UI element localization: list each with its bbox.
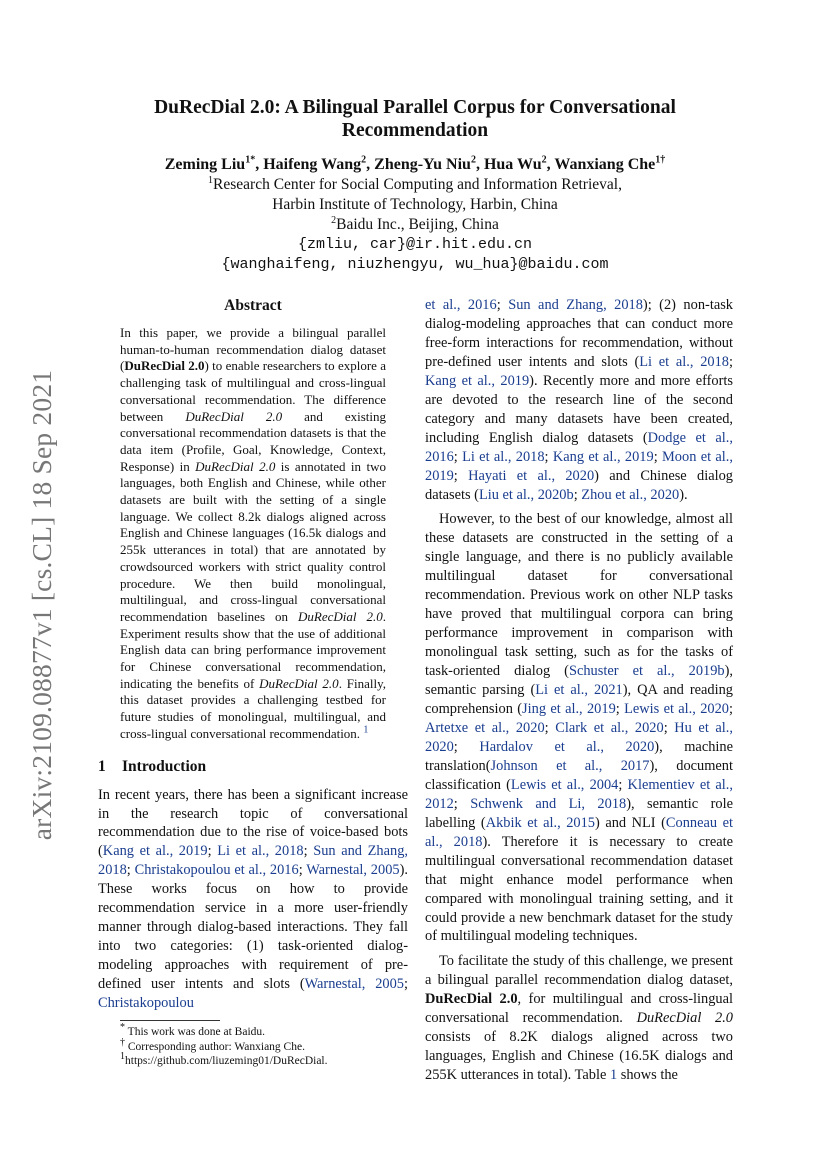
text-run: ). Therefore it is necessary to create multilingual conversational recommendation dataset that might enhance model performance when compared with monolingual training setting, and it could provide a new benchmark dataset for the study of multilingual modeling techniques. [425, 833, 733, 945]
citation-link[interactable]: Li et al., 2021 [535, 682, 623, 699]
text-run: ; [453, 738, 480, 755]
text-run: . Experiment results show that the use of additional English data can bring performance improvement for Chinese conversational recommendation, indicating the benefits of [120, 608, 386, 691]
text-run: In this paper, we provide a bilingual parallel human-to-human recommendation dialog dataset ( [120, 325, 386, 374]
text-run: ; [453, 448, 463, 465]
text-run: ; [207, 843, 218, 860]
text-run: To facilitate the study of this challenge, we present a bilingual parallel recommendation dialog dataset, [425, 953, 733, 989]
intro-paragraph-2 [425, 510, 733, 946]
citation-link[interactable]: 1 [609, 1067, 618, 1084]
italic-text: DuRecDial 2.0 [195, 458, 276, 474]
citation-link[interactable]: Li et al., 2018 [639, 353, 729, 370]
email-line-1: {zmliu, car}@ir.hit.edu.cn [297, 236, 533, 253]
citation-link[interactable]: 1 [363, 724, 369, 736]
citation-link[interactable]: Lewis et al., 2020 [624, 701, 729, 718]
citation-link[interactable]: Conneau et al., 2018 [425, 814, 733, 850]
affiliation-2: $^2$Baidu Inc., Beijing, China [331, 214, 499, 233]
paper-header [98, 96, 732, 275]
citation-link[interactable]: Hardalov et al., 2020 [479, 738, 655, 755]
citation-link[interactable]: Li et al., 2018 [217, 843, 304, 860]
text-run: ; [544, 448, 553, 465]
citation-link[interactable]: Moon et al., 2019 [425, 448, 733, 484]
citation-link[interactable]: Clark et al., 2020 [555, 719, 664, 736]
italic-text: DuRecDial 2.0 [298, 608, 383, 624]
text-run: ; [496, 297, 509, 313]
citation-link[interactable]: Kang et al., 2019 [102, 843, 208, 860]
text-run: ; [126, 862, 135, 879]
text-run: ; [303, 843, 314, 860]
text-run: . Finally, this dataset provides a challenging testbed for future studies of monolingual, multilingual, and cross-lingual conversational recommendation. [120, 675, 386, 741]
text-run: ), QA and reading comprehension ( [425, 682, 733, 718]
text-run: ), machine translation( [425, 738, 733, 774]
text-run: shows the [617, 1067, 678, 1084]
citation-link[interactable]: Christakopoulou [98, 995, 194, 1012]
citation-link[interactable]: Lewis et al., 2004 [510, 776, 619, 793]
text-run: ; [663, 719, 675, 736]
text-run: ; [615, 701, 625, 718]
citation-link[interactable]: Schwenk and Li, 2018 [470, 795, 627, 812]
text-run: ; [573, 486, 582, 503]
text-run: ; [404, 976, 408, 993]
right-column [425, 296, 733, 1085]
section-title: Introduction [122, 757, 207, 775]
intro-paragraph-1 [98, 786, 408, 1013]
text-run: ). These works focus on how to provide recommendation service in a more user-friendly manner through dialog-based interactions. They fall into two categories: (1) task-oriented dialog-modeling approaches with requirement of pre-defined user intents and slots ( [98, 862, 408, 993]
text-run: ; [653, 448, 663, 465]
text-run: ; [453, 467, 469, 484]
citation-link[interactable]: Liu et al., 2020b [478, 486, 574, 503]
author: Wanxiang Che$^{1\dagger}$ [554, 154, 666, 173]
affiliation-1: $^1$Research Center for Social Computing and Information Retrieval, [208, 174, 622, 193]
citation-link[interactable]: Christakopoulou et al., 2016 [134, 862, 299, 879]
citation-link[interactable]: Johnson et al., 2017 [490, 757, 650, 774]
author: Zheng-Yu Niu$^2$, [374, 154, 484, 173]
citation-link[interactable]: et al., 2016 [425, 297, 497, 313]
text-run: ). Recently more and more efforts are devoted to the research line of the second category and many datasets have been created, including English dialog datasets ( [425, 372, 733, 446]
citation-link[interactable]: Kang et al., 2019 [552, 448, 654, 465]
citation-link[interactable]: Li et al., 2018 [462, 448, 545, 465]
footnote-1: $^1$https://github.com/liuzeming01/DuRecDial. [120, 1051, 328, 1068]
text-run: is annotated in two languages, both English and Chinese, while other datasets are built with the setting of a single language. We collect 8.2k dialogs aligned across English and Chinese languages (16.5k dialogs and 255k utterances in total) that are annotated by crowdsourced workers with strict quality control procedure. We then build monolingual, multilingual, and cross-lingual conversational recommendation baselines on [120, 458, 386, 624]
citation-link[interactable]: Zhou et al., 2020 [581, 486, 680, 503]
intro-paragraph-3 [425, 952, 733, 1085]
text-run: ), semantic parsing ( [425, 663, 733, 699]
italic-text: DuRecDial 2.0 [259, 675, 339, 691]
footnote-rule [120, 1020, 220, 1021]
abstract-heading: Abstract [224, 297, 282, 314]
dataset-link[interactable]: https://github.com/liuzeming01/DuRecDial. [125, 1055, 328, 1068]
citation-link[interactable]: Jing et al., 2019 [522, 701, 616, 718]
bold-text: DuRecDial 2.0 [425, 991, 518, 1008]
author: Zeming Liu$^{1*}$, [164, 154, 264, 173]
email-line-2: {wanghaifeng, niuzhengyu, wu_hua}@baidu.com [221, 256, 609, 273]
citation-link[interactable]: Kang et al., 2019 [425, 372, 530, 389]
arxiv-stamp-text: arXiv:2109.08877v1 [cs.CL] 18 Sep 2021 [26, 369, 57, 841]
author: Haifeng Wang$^2$, [263, 154, 375, 173]
text-run: ; [618, 776, 628, 793]
text-run: , for multilingual and cross-lingual conversational recommendation. [425, 991, 734, 1027]
citation-link[interactable]: Sun and Zhang, 2018 [508, 297, 643, 313]
author: Hua Wu$^2$, [483, 154, 555, 173]
citation-link[interactable]: Akbik et al., 2015 [485, 814, 595, 831]
citation-link[interactable]: Dodge et al., 2016 [425, 429, 733, 465]
text-run: ) and NLI ( [595, 814, 666, 831]
citation-link[interactable]: Hu et al., 2020 [425, 719, 733, 755]
abstract-text [120, 325, 386, 743]
citation-link[interactable]: Artetxe et al., 2020 [425, 719, 545, 736]
text-run: ) and Chinese dialog datasets ( [425, 467, 733, 503]
text-run: ), semantic role labelling ( [425, 795, 733, 831]
intro-paragraph-1-continued [425, 296, 733, 504]
arxiv-stamp [12, 365, 72, 845]
footnote-dagger: † Corresponding author: Wanxiang Che. [120, 1036, 305, 1053]
text-run: ). [679, 486, 688, 503]
citation-link[interactable]: Klementiev et al., 2012 [425, 776, 733, 812]
citation-link[interactable]: Warnestal, 2005 [304, 976, 404, 993]
author-list [98, 155, 732, 175]
italic-text: DuRecDial 2.0 [185, 408, 283, 424]
citation-link[interactable]: Schuster et al., 2019b [568, 663, 725, 680]
text-run: ; [298, 862, 307, 879]
text-run: However, to the best of our knowledge, almost all these datasets are constructed in the setting of a single language, and there is no publicly available multilingual dataset for conversational recommendation. Previous work on other NLP tasks have proved that multilingual corpora can bring performance improvement in comparison with monolingual task setting, such as for the tasks of task-oriented dialog ( [425, 511, 733, 680]
text-run: In recent years, there has been a significant increase in the research topic of conversational recommendation due to the rise of voice-based bots ( [98, 786, 408, 860]
left-column [98, 296, 408, 1069]
citation-link[interactable]: Sun and Zhang, 2018 [98, 843, 408, 879]
text-run: and existing conversational recommendation datasets is that the data item (Profile, Goal, Knowledge, Context, Response) in [120, 408, 387, 474]
citation-link[interactable]: Hayati et al., 2020 [468, 467, 595, 484]
text-run: ), document classification ( [425, 757, 733, 793]
bold-text: DuRecDial 2.0 [124, 358, 205, 374]
affiliation-1-line-2: Harbin Institute of Technology, Harbin, China [272, 196, 558, 213]
text-run: ; [453, 795, 471, 812]
text-run: consists of 8.2K dialogs aligned across two languages, English and Chinese (16.5K dialogs and 255K utterances in total). Table [425, 1029, 733, 1084]
text-run: ; [728, 353, 733, 370]
citation-link[interactable]: Warnestal, 2005 [306, 862, 400, 879]
section-number: 1 [98, 757, 106, 775]
paper-title: DuRecDial 2.0: A Bilingual Parallel Corpus for Conversational Recommendation [154, 97, 676, 141]
section-heading-introduction [98, 757, 408, 777]
footnote-star: * This work was done at Baidu. [120, 1022, 266, 1039]
text-run: ; [544, 719, 556, 736]
text-run: ; [729, 701, 733, 718]
italic-text: DuRecDial 2.0 [636, 1010, 733, 1027]
text-run: ); (2) non-task dialog-modeling approaches that can conduct more free-form interactions for recommendation, without pre-defined user intents and slots ( [425, 297, 733, 370]
text-run: ) to enable researchers to explore a challenging task of multilingual and cross-lingual conversational recommendation. The difference between [120, 358, 386, 424]
